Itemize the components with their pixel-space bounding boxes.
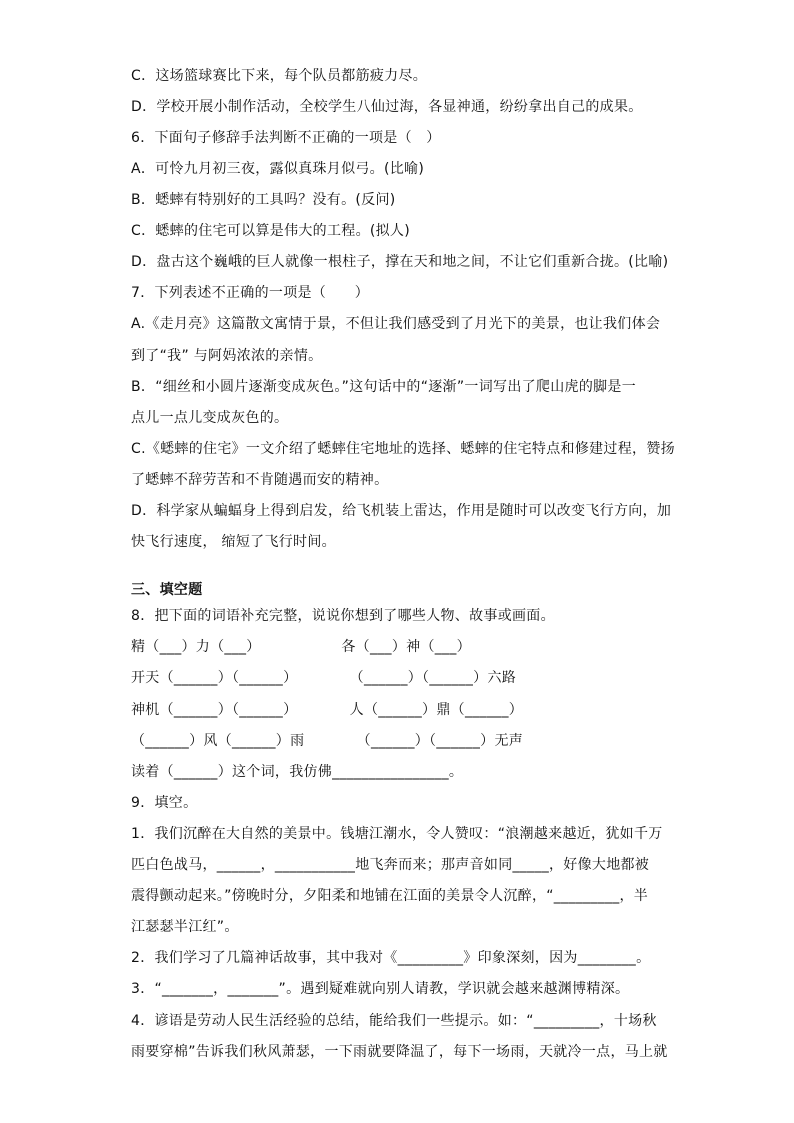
q8-blank-row[interactable]: （______）风（______）雨 （______）（______）无声 (131, 733, 524, 749)
q7-line: 到了“我” 与阿妈浓浓的亲情。 (131, 348, 323, 364)
q9-line[interactable]: 4．谚语是劳动人民生活经验的总结，能给我们一些提示。如：“_________，十场秋 (131, 1013, 657, 1029)
q6-option-d: D．盘古这个巍峨的巨人就像一根柱子，撑在天和地之间，不让它们重新合拢。(比喻) (131, 254, 669, 270)
q6-stem: 6．下面句子修辞手法判断不正确的一项是（ ） (131, 130, 441, 146)
q6-option-a: A．可怜九月初三夜，露似真珠月似弓。(比喻) (131, 161, 425, 177)
q7-line: 了蟋蟀不辞劳苦和不肯随遇而安的精神。 (131, 472, 389, 488)
q7-stem: 7．下列表述不正确的一项是（ ） (131, 285, 370, 301)
q5-option-c: C．这场篮球赛比下来，每个队员都筋疲力尽。 (131, 68, 428, 84)
q9-line: 1．我们沉醉在大自然的美景中。钱塘江潮水，令人赞叹：“浪潮越来越近，犹如千万 (131, 826, 663, 842)
q8-blank-row[interactable]: 开天（______）（______） （______）（______）六路 (131, 670, 517, 686)
q8-stem: 8．把下面的词语补充完整，说说你想到了哪些人物、故事或画面。 (131, 608, 555, 624)
q7-line: D．科学家从蝙蝠身上得到启发，给飞机装上雷达，作用是随时可以改变飞行方向，加 (131, 503, 672, 519)
q9-line: 江瑟瑟半江红”。 (131, 919, 239, 935)
q9-line[interactable]: 2．我们学习了几篇神话故事，其中我对《_________》印象深刻，因为________。 (131, 950, 651, 966)
q9-line[interactable]: 3．“_______，_______”。遇到疑难就向别人请教，学识就会越来越渊博精深。 (131, 981, 630, 997)
q8-reading-line[interactable]: 读着（______）这个词，我仿佛________________。 (131, 764, 464, 780)
q9-line[interactable]: 震得颤动起来。”傍晚时分，夕阳柔和地铺在江面的美景令人沉醉，“_________，半 (131, 888, 649, 904)
q6-option-c: C．蟋蟀的住宅可以算是伟大的工程。(拟人) (131, 223, 410, 239)
q5-option-d: D．学校开展小制作活动，全校学生八仙过海，各显神通，纷纷拿出自己的成果。 (131, 99, 643, 115)
q7-line: B．“细丝和小圆片逐渐变成灰色。”这句话中的“逐渐”一词写出了爬山虎的脚是一 (131, 379, 637, 395)
q7-line: 快飞行速度， 缩短了飞行时间。 (131, 534, 336, 550)
q7-line: C.《蟋蟀的住宅》一文介绍了蟋蟀住宅地址的选择、蟋蟀的住宅特点和修建过程，赞扬 (131, 441, 675, 457)
q8-blank-row[interactable]: 神机（______）（______） 人（______）鼎（______） (131, 702, 524, 718)
q9-line[interactable]: 匹白色战马，______，___________地飞奔而来；那声音如同_____，好像大地都被 (131, 857, 650, 873)
q9-stem: 9．填空。 (131, 795, 198, 811)
q7-line: 点儿一点儿变成灰色的。 (131, 410, 289, 426)
section-heading-fill-in: 三、填空题 (131, 582, 203, 598)
q7-line: A.《走月亮》这篇散文寓情于景，不但让我们感受到了月光下的美景，也让我们体会 (131, 316, 661, 332)
q9-line: 雨要穿棉”告诉我们秋风萧瑟，一下雨就要降温了，每下一场雨，天就冷一点，马上就 (131, 1044, 668, 1060)
q6-option-b: B．蟋蟀有特别好的工具吗？没有。(反问) (131, 192, 396, 208)
q8-blank-row[interactable]: 精（___）力（___） 各（___）神（___） (131, 639, 471, 655)
